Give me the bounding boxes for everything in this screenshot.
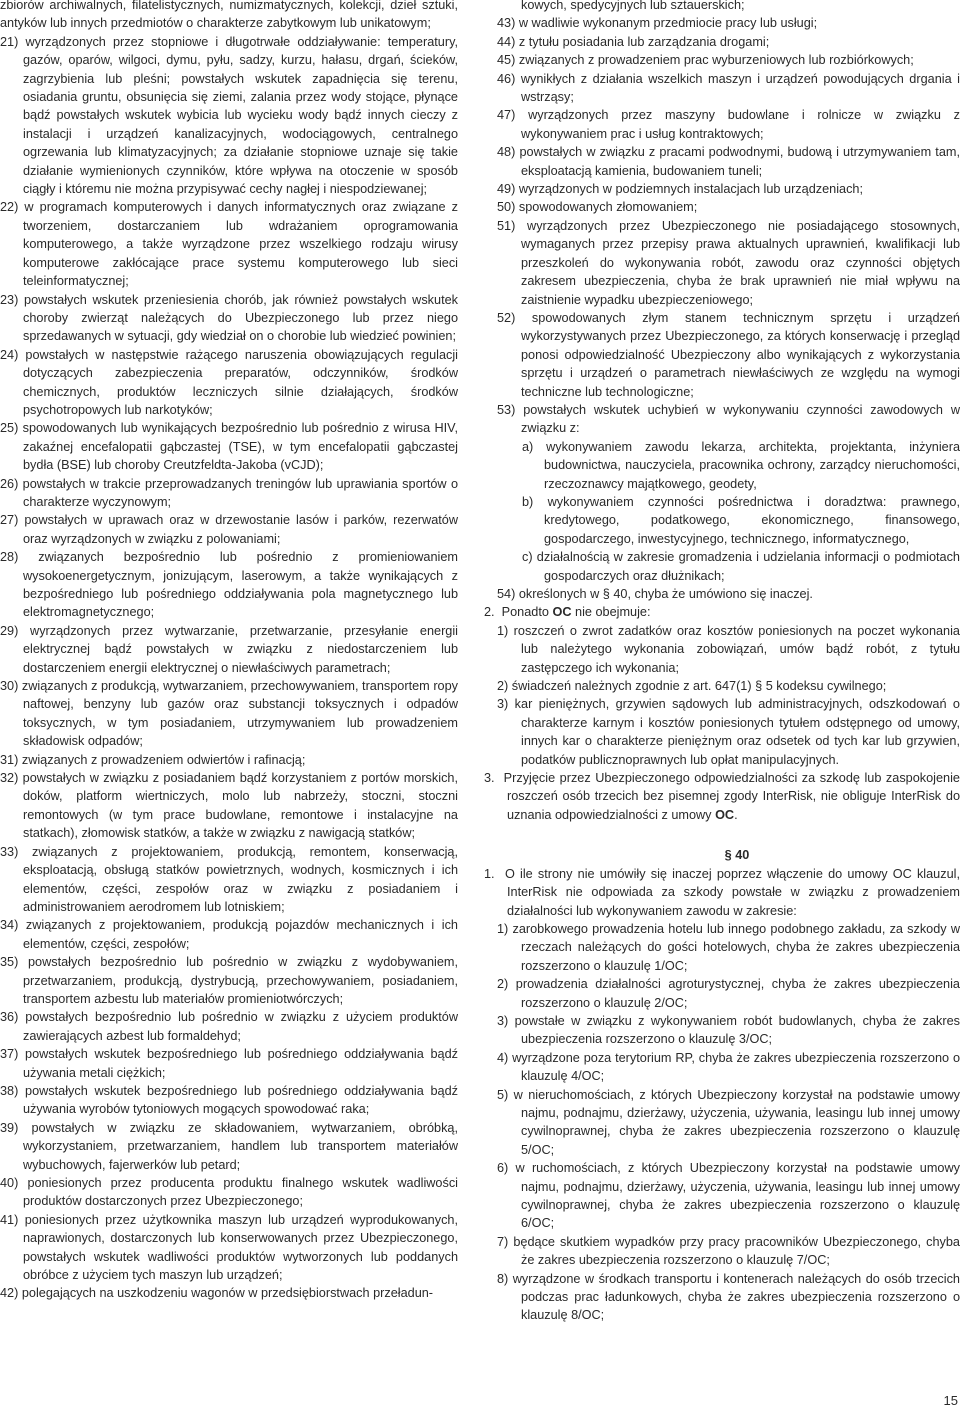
sub-list-item: c) działalnością w zakresie gromadzenia i udzielania informacji o podmiotach gospodarczych oraz dłużnikach; [522, 550, 960, 583]
sub-list-item: a) wykonywaniem zawodu lekarza, architekta, projektanta, inżyniera budownictwa, nauczyciela, pracownika ochrony, zarządcy nieruchomości, rzeczoznawcy majątkowego, geodety, [522, 439, 960, 491]
list-item: 48) powstałych w związku z pracami podwodnymi, budową i utrzymywaniem tam, eksploatacją kamienia, budowaniem tuneli; [497, 145, 960, 178]
list-item: 31) związanych z prowadzeniem odwiertów i rafinacją; [0, 752, 306, 767]
list-item: 1) zarobkowego prowadzenia hotelu lub innego podobnego zakładu, za szkody w rzeczach należących do gości hotelowych, chyba że zakres ubezpieczenia rozszerzono o klauzulę 1/OC; [497, 921, 960, 973]
list-item: 33) związanych z projektowaniem, produkcją, remontem, konserwacją, eksploatacją, obsługą statków powietrznych, wodnych, kosmicznych i ich elementów, części, zespołów oraz w związku z posiadaniem i administrowaniem aerodromem lub lotniskiem; [0, 844, 458, 914]
list-item: 37) powstałych wskutek bezpośredniego lub pośredniego oddziaływania bądź używania metali ciężkich; [0, 1047, 458, 1080]
list-item: 49) wyrządzonych w podziemnych instalacjach lub urządzeniach; [497, 182, 864, 197]
list-item: 23) powstałych wskutek przeniesienia chorób, jak również powstałych wskutek choroby zwierząt należących do Ubezpieczonego lub przez niego sprzedawanych w sytuacji, gdy wiedział on o chorobie lub wiedzieć powinien; [0, 292, 458, 344]
list-item: 34) związanych z projektowaniem, produkcją pojazdów mechanicznych i ich elementów, części, zespołów; [0, 918, 458, 951]
section-heading: § 40 [724, 848, 750, 863]
list-item: 38) powstałych wskutek bezpośredniego lub pośredniego oddziaływania bądź używania wyrobów tytoniowych mogących spowodować raka; [0, 1083, 458, 1117]
paragraph-text: Ponadto [501, 605, 553, 620]
list-item: 40) poniesionych przez producenta produktu finalnego wskutek wadliwości produktów dostarczonych przez Ubezpieczonego; [0, 1176, 458, 1209]
list-item: 2) świadczeń należnych zgodnie z art. 647(1) § 5 kodeksu cywilnego; [497, 679, 887, 694]
paragraph-number: 1. [484, 866, 495, 881]
list-item: 26) powstałych w trakcie przeprowadzanych treningów lub uprawiania sportów o charakterze wyczynowym; [0, 476, 458, 509]
list-item: 21) wyrządzonych przez stopniowe i długotrwałe oddziaływanie: temperatury, gazów, oparów, wilgoci, dymu, pyłu, sadzy, kurzu, hałasu, drgań, ścieków, zagrzybienia lub pleśni; powstałych wskutek zapadnięcia się terenu, osiadania gruntu, obsunięcia się ziemi, zalania przez wody stojące, płynące bądź powstałych wskutek wybicia lub wycieku wody bądź innych cieczy z instalacji i urządzeń kanalizacyjnych, wodociągowych, centralnego ogrzewania lub klimatyzacyjnych; za działanie stopniowe uznaje się takie działanie wymienionych czynników, które wpływa na otoczenie w sposób ciągły i któremu nie można przypisywać cechy nagłej i niespodziewanej; [0, 34, 458, 197]
list-item: 50) spowodowanych złomowaniem; [497, 200, 698, 215]
paragraph-text: Przyjęcie przez Ubezpieczonego odpowiedzialności za szkodę lub zaspokojenie roszczeń osób trzecich bez pisemnej zgody InterRisk, nie obliguje InterRisk do uznania odpowiedzialności z umowy [503, 771, 960, 822]
continuation-text: kowych, spedycyjnych lub sztauerskich; [521, 0, 745, 12]
right-column [484, 0, 960, 1325]
paragraph-number: 3. [484, 771, 495, 786]
list-item: 27) powstałych w uprawach oraz w drzewostanie lasów i parków, rezerwatów oraz wyrządzonych w związku z polowaniami; [0, 513, 458, 546]
oc-term: OC [715, 807, 735, 822]
list-item: 28) związanych bezpośrednio lub pośrednio z promieniowaniem wysokoenergetycznym, jonizującym, laserowym, a także wynikających z bezpośredniego lub pośredniego oddziaływania pola magnetycznego lub elektromagnetycznego; [0, 550, 458, 620]
list-item: 44) z tytułu posiadania lub zarządzania drogami; [497, 34, 770, 49]
paragraph-end: . [734, 807, 738, 822]
list-item: 35) powstałych bezpośrednio lub pośrednio w związku z wydobywaniem, przetwarzaniem, produkcją, dystrybucją, przechowywaniem, posiadaniem, transportem azbestu lub materiałów promieniotwórczych; [0, 955, 458, 1006]
list-item: 45) związanych z prowadzeniem prac wyburzeniowych lub rozbiórkowych; [497, 53, 914, 68]
list-item: 2) prowadzenia działalności agroturystycznej, chyba że zakres ubezpieczenia rozszerzono o klauzulę 2/OC; [497, 977, 960, 1010]
paragraph-2 [484, 603, 960, 621]
list-item: 47) wyrządzonych przez maszyny budowlane i rolnicze w związku z wykonywaniem prac i usług kontraktowych; [497, 108, 960, 141]
list-item: 39) powstałych w związku ze składowaniem, wytwarzaniem, obróbką, wykorzystaniem, przetwarzaniem, handlem lub transportem materiałów wybuchowych, fajerwerków lub petard; [0, 1120, 458, 1172]
list-item: 36) powstałych bezpośrednio lub pośrednio w związku z użyciem produktów zawierających azbest lub formaldehyd; [0, 1010, 458, 1043]
list-item: 25) spowodowanych lub wynikających bezpośrednio lub pośrednio z wirusa HIV, zakaźnej encefalopatii gąbczastej (TSE), w tym encefalopatii gąbczastej bydła (BSE) lub choroby Creutzfeldta-Jakoba (vCJD); [0, 421, 458, 473]
paragraph-text: nie obejmuje: [571, 605, 651, 620]
sub-list-item: b) wykonywaniem czynności pośrednictwa i doradztwa: prawnego, kredytowego, podatkowego, ekonomicznego, finansowego, gospodarczego, inwestycyjnego, technicznego, informatycznego, [522, 494, 960, 546]
continuation-text: zbiorów archiwalnych, filatelistycznych, numizmatycznych, kolekcji, dzieł sztuki, antyków lub innych przedmiotów o charakterze zabytkowym lub unikatowym; [0, 0, 458, 31]
paragraph-text: O ile strony nie umówiły się inaczej poprzez włączenie do umowy OC klauzul, InterRisk nie odpowiada za szkody powstałe w związku z prowadzeniem działalności lub wykonywaniem zawodu w zakresie: [504, 866, 960, 918]
list-item: 42) polegających na uszkodzeniu wagonów w przedsiębiorstwach przeładun- [0, 1286, 434, 1301]
oc-term: OC [552, 605, 572, 620]
list-item: 43) w wadliwie wykonanym przedmiocie pracy lub usługi; [497, 16, 818, 31]
paragraph-3 [484, 769, 960, 824]
list-item: 22) w programach komputerowych i danych informatycznych oraz związane z tworzeniem, dostarczaniem lub wdrażaniem oprogramowania komputerowego, a także wyrządzone przez wszelkiego rodzaju wirusy komputerowe zakłócające prace systemu komputerowego lub sieci teleinformatycznej; [0, 200, 458, 289]
list-item: 52) spowodowanych złym stanem technicznym sprzętu i urządzeń wykorzystywanych przez Ubezpieczonego, za których konserwację i przegląd ponosi odpowiedzialność Ubezpieczony albo wynikających z wykorzystania sprzętu i urządzeń o parametrach niewłaściwych ze względu na wymogi techniczne lub technologiczne; [497, 310, 960, 399]
list-item: 41) poniesionych przez użytkownika maszyn lub urządzeń wyprodukowanych, naprawionych, dostarczonych lub konserwowanych przez Ubezpieczonego, powstałych wskutek wadliwości produktów wytworzonych lub poddanych obróbce z użyciem tych maszyn lub urządzeń; [0, 1212, 458, 1283]
list-item: 3) kar pieniężnych, grzywien sądowych lub administracyjnych, odszkodowań o charakterze karnym i kosztów poniesionych tytułem odstępnego od umowy, innych kar o charakterze pieniężnym oraz odsetek od tych kar lub grzywien, podatków publicznoprawnych lub opłat manipulacyjnych. [497, 697, 960, 767]
list-item: 53) powstałych wskutek uchybień w wykonywaniu czynności zawodowych w związku z: [497, 402, 960, 436]
list-item: 30) związanych z produkcją, wytwarzaniem, przechowywaniem, transportem ropy naftowej, benzyny lub gazów oraz substancji toksycznych i odpadów toksycznych, w tym posiadaniem, utrzymywaniem lub prowadzeniem składowisk odpadów; [0, 679, 458, 749]
list-item: 5) w nieruchomościach, z których Ubezpieczony korzystał na podstawie umowy najmu, podnajmu, dzierżawy, użyczenia, używania, leasingu lub innej umowy cywilnoprawnej, chyba że zakres ubezpieczenia rozszerzono o klauzulę 5/OC; [497, 1087, 960, 1157]
paragraph-number: 2. [484, 605, 495, 620]
list-item: 7) będące skutkiem wypadków przy pracy pracowników Ubezpieczonego, chyba że zakres ubezpieczenia rozszerzono o klauzulę 7/OC; [497, 1234, 960, 1268]
list-item: 8) wyrządzone w środkach transportu i kontenerach należących do osób trzecich podczas prac ładunkowych, chyba że zakres ubezpieczenia rozszerzono o klauzulę 8/OC; [497, 1271, 960, 1323]
list-item: 4) wyrządzone poza terytorium RP, chyba że zakres ubezpieczenia rozszerzono o klauzulę 4/OC; [497, 1050, 960, 1084]
list-item: 3) powstałe w związku z wykonywaniem robót budowlanych, chyba że zakres ubezpieczenia rozszerzono o klauzulę 3/OC; [497, 1013, 960, 1047]
list-item: 54) określonych w § 40, chyba że umówiono się inaczej. [497, 587, 813, 601]
list-item: 46) wynikłych z działania wszelkich maszyn i urządzeń powodujących drgania i wstrząsy; [497, 71, 960, 105]
left-column [0, 0, 458, 1303]
list-item: 24) powstałych w następstwie rażącego naruszenia obowiązujących regulacji dotyczących zabezpieczenia preparatów, odczynników, środków chemicznych, produktów leczniczych silnie działających, środków psychotropowych lub narkotyków; [0, 347, 458, 417]
list-item: 29) wyrządzonych przez wytwarzanie, przetwarzanie, przesyłanie energii elektrycznej bądź powstałych w związku z niedostarczeniem lub dostarczeniem energii elektrycznej o niewłaściwych parametrach; [0, 623, 458, 675]
list-item: 32) powstałych w związku z posiadaniem bądź korzystaniem z portów morskich, doków, platform wiertniczych, molo lub nabrzeży, stoczni, stoczni remontowych (w tym prace budowlane, remontowe i instalacyjne na statkach), złomowisk statków, a także w związku z nawigacją statków; [0, 771, 458, 841]
list-item: 6) w ruchomościach, z których Ubezpieczony korzystał na podstawie umowy najmu, podnajmu, dzierżawy, użyczenia, używania, leasingu lub innej umowy cywilnoprawnej, chyba że zakres ubezpieczenia rozszerzono o klauzulę 6/OC; [497, 1161, 960, 1231]
section-40-paragraph-1 [484, 865, 960, 920]
list-item: 51) wyrządzonych przez Ubezpieczonego nie posiadającego stosownych, wymaganych przez przepisy prawa aktualnych uprawnień, kwalifikacji lub przeszkoleń do wykonywania robót, zawodu oraz czynności objętych zakresem ubezpieczenia, chyba że brak uprawnień nie miał wpływu na zaistnienie wypadku ubezpieczeniowego; [497, 218, 960, 307]
list-item: 1) roszczeń o zwrot zadatków oraz kosztów poniesionych na poczet wykonania lub należytego wykonania zobowiązań, umów bądź robót, z tytułu zastępczego ich wykonania; [497, 623, 960, 675]
page-number: 15 [943, 1392, 958, 1408]
